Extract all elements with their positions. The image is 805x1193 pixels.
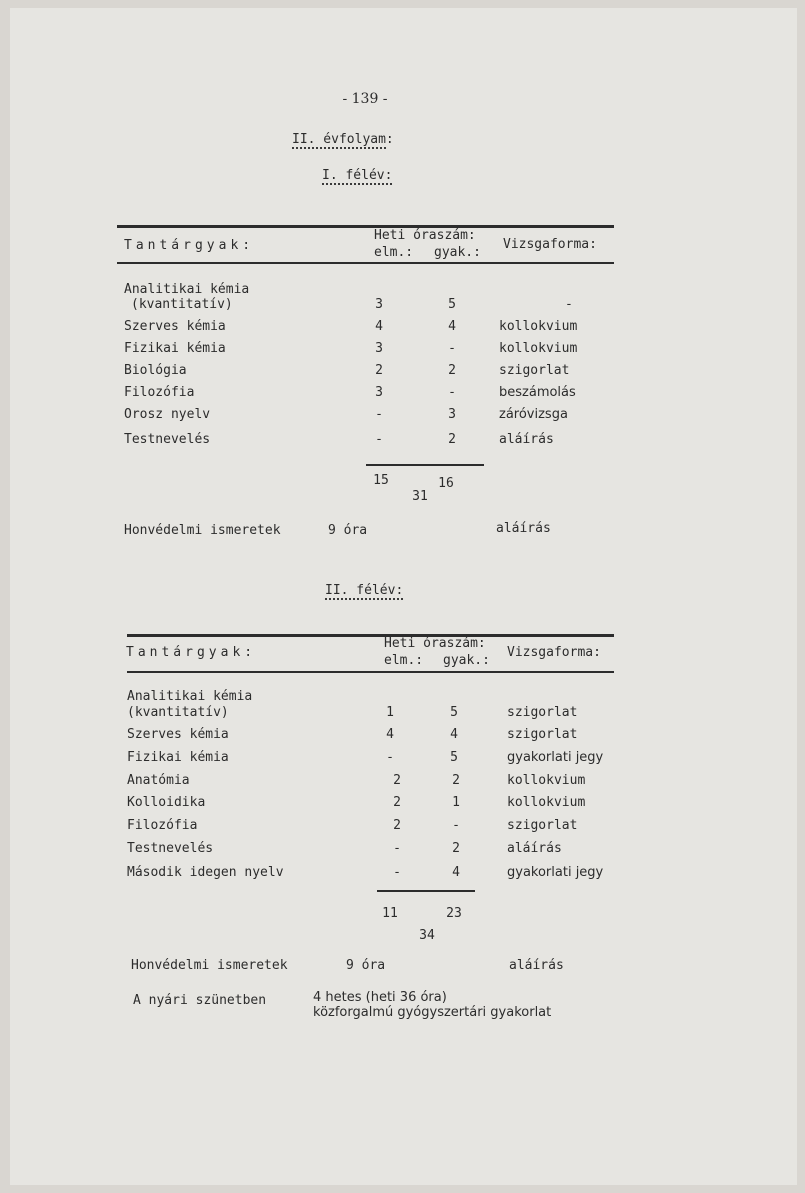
table-2-defense-label: Honvédelmi ismeretek: [131, 958, 288, 973]
table-1-gyak: 4: [448, 319, 456, 334]
table-1-subject: Szerves kémia: [124, 319, 226, 334]
table-2-top-rule: [127, 634, 614, 637]
semester-2-title: [325, 583, 403, 599]
table-1-defense-exam: aláírás: [496, 521, 551, 536]
summer-practice-label: A nyári szünetben: [133, 993, 267, 1008]
table-2-gyak: 5: [450, 705, 458, 720]
summer-practice-line-1: 4 hetes (heti 36 óra): [313, 990, 447, 1005]
table-1-gyak: 2: [448, 432, 456, 447]
table-1-gyak: -: [448, 385, 456, 400]
table-1-gyak: 3: [448, 407, 456, 422]
table-2-elm: -: [393, 865, 401, 880]
table-1-defense-hours: 9 óra: [328, 523, 368, 538]
table-2-header-subjects: Tantárgyak:: [126, 645, 257, 660]
table-1-defense-label: Honvédelmi ismeretek: [124, 523, 281, 538]
table-1-exam: záróvizsga: [499, 407, 568, 422]
table-2-subject: Szerves kémia: [127, 727, 229, 742]
year-title-colon: :: [385, 132, 394, 147]
table-2-gyak: 4: [452, 865, 460, 880]
year-title: [292, 132, 394, 148]
table-2-gyak: 1: [452, 795, 460, 810]
table-2-subject-sub: (kvantitatív): [127, 705, 229, 720]
table-1-exam: aláírás: [499, 432, 554, 447]
table-1-header-rule: [117, 262, 614, 264]
table-2-exam: gyakorlati jegy: [507, 865, 604, 880]
table-2-elm: 2: [393, 773, 401, 788]
table-2-subject: Második idegen nyelv: [127, 865, 284, 880]
table-2-defense-hours: 9 óra: [346, 958, 386, 973]
table-1-exam: kollokvium: [499, 319, 578, 334]
table-1-subject: Orosz nyelv: [124, 407, 211, 422]
table-2-elm: 2: [393, 795, 401, 810]
table-2-subject: Fizikai kémia: [127, 750, 229, 765]
table-1-exam: beszámolás: [499, 385, 576, 400]
table-2-total-all: 34: [419, 928, 435, 943]
table-2-gyak: -: [452, 818, 460, 833]
table-1-header-subjects: Tantárgyak:: [124, 238, 255, 253]
table-2-header-practice: gyak.:: [443, 653, 490, 668]
table-2-gyak: 4: [450, 727, 458, 742]
table-1-subject: Filozófia: [124, 385, 195, 400]
table-1-header-weekly: Heti óraszám:: [374, 228, 476, 243]
table-2-elm: -: [386, 750, 394, 765]
table-2-total-elm: 11: [382, 906, 398, 921]
table-1-top-rule: [117, 225, 614, 228]
table-1-sum-rule: [366, 464, 484, 466]
table-2-exam: szigorlat: [507, 727, 578, 742]
table-2-total-gyak: 23: [446, 906, 462, 921]
table-2-header-lecture: elm.:: [384, 653, 424, 668]
table-1-gyak: -: [448, 341, 456, 356]
table-1-total-gyak: 16: [438, 476, 454, 491]
table-2-header-weekly: Heti óraszám:: [384, 636, 486, 651]
table-1-subject: Fizikai kémia: [124, 341, 226, 356]
table-2-elm: 4: [386, 727, 394, 742]
semester-2-title-text: II. félév:: [325, 583, 404, 598]
table-2-gyak: 2: [452, 773, 460, 788]
table-2-exam: kollokvium: [507, 773, 586, 788]
table-2-subject: Testnevelés: [127, 841, 214, 856]
table-2-gyak: 2: [452, 841, 460, 856]
table-1-elm: 3: [375, 341, 383, 356]
table-2-exam: szigorlat: [507, 705, 578, 720]
semester-1-title-text: I. félév:: [322, 168, 393, 183]
table-1-subject-sub: (kvantitatív): [131, 297, 233, 312]
table-2-gyak: 5: [450, 750, 458, 765]
table-2-elm: 2: [393, 818, 401, 833]
table-1-header-lecture: elm.:: [374, 245, 414, 260]
summer-practice-line-2: közforgalmú gyógyszertári gyakorlat: [313, 1005, 552, 1020]
table-1-subject: Biológia: [124, 363, 187, 378]
page-number: - 139 -: [342, 91, 388, 107]
table-1-elm: -: [375, 407, 383, 422]
table-1-elm: 3: [375, 297, 383, 312]
table-2-sum-rule: [377, 890, 475, 892]
table-1-gyak: 2: [448, 363, 456, 378]
table-2-defense-exam: aláírás: [509, 958, 564, 973]
table-2-subject: Anatómia: [127, 773, 190, 788]
table-2-subject: Analitikai kémia: [127, 689, 253, 704]
table-2-header-exam: Vizsgaforma:: [507, 645, 601, 660]
table-1-subject: Testnevelés: [124, 432, 211, 447]
table-2-subject: Kolloidika: [127, 795, 206, 810]
table-2-exam: szigorlat: [507, 818, 578, 833]
table-2-exam: aláírás: [507, 841, 562, 856]
table-1-header-practice: gyak.:: [434, 245, 481, 260]
table-2-exam: gyakorlati jegy: [507, 750, 604, 765]
table-2-elm: 1: [386, 705, 394, 720]
table-1-elm: -: [375, 432, 383, 447]
table-2-header-rule: [127, 671, 614, 673]
table-1-exam: -: [565, 297, 573, 312]
table-1-elm: 3: [375, 385, 383, 400]
table-1-elm: 2: [375, 363, 383, 378]
table-1-exam: kollokvium: [499, 341, 578, 356]
table-2-subject: Filozófia: [127, 818, 198, 833]
table-1-gyak: 5: [448, 297, 456, 312]
year-title-text: II. évfolyam: [292, 132, 386, 147]
table-1-total-elm: 15: [373, 473, 389, 488]
table-1-header-exam: Vizsgaforma:: [503, 237, 597, 252]
table-2-exam: kollokvium: [507, 795, 586, 810]
table-1-elm: 4: [375, 319, 383, 334]
table-1-total-all: 31: [412, 489, 428, 504]
table-1-exam: szigorlat: [499, 363, 570, 378]
table-2-elm: -: [393, 841, 401, 856]
semester-1-title: [322, 168, 392, 184]
table-1-subject: Analitikai kémia: [124, 282, 250, 297]
